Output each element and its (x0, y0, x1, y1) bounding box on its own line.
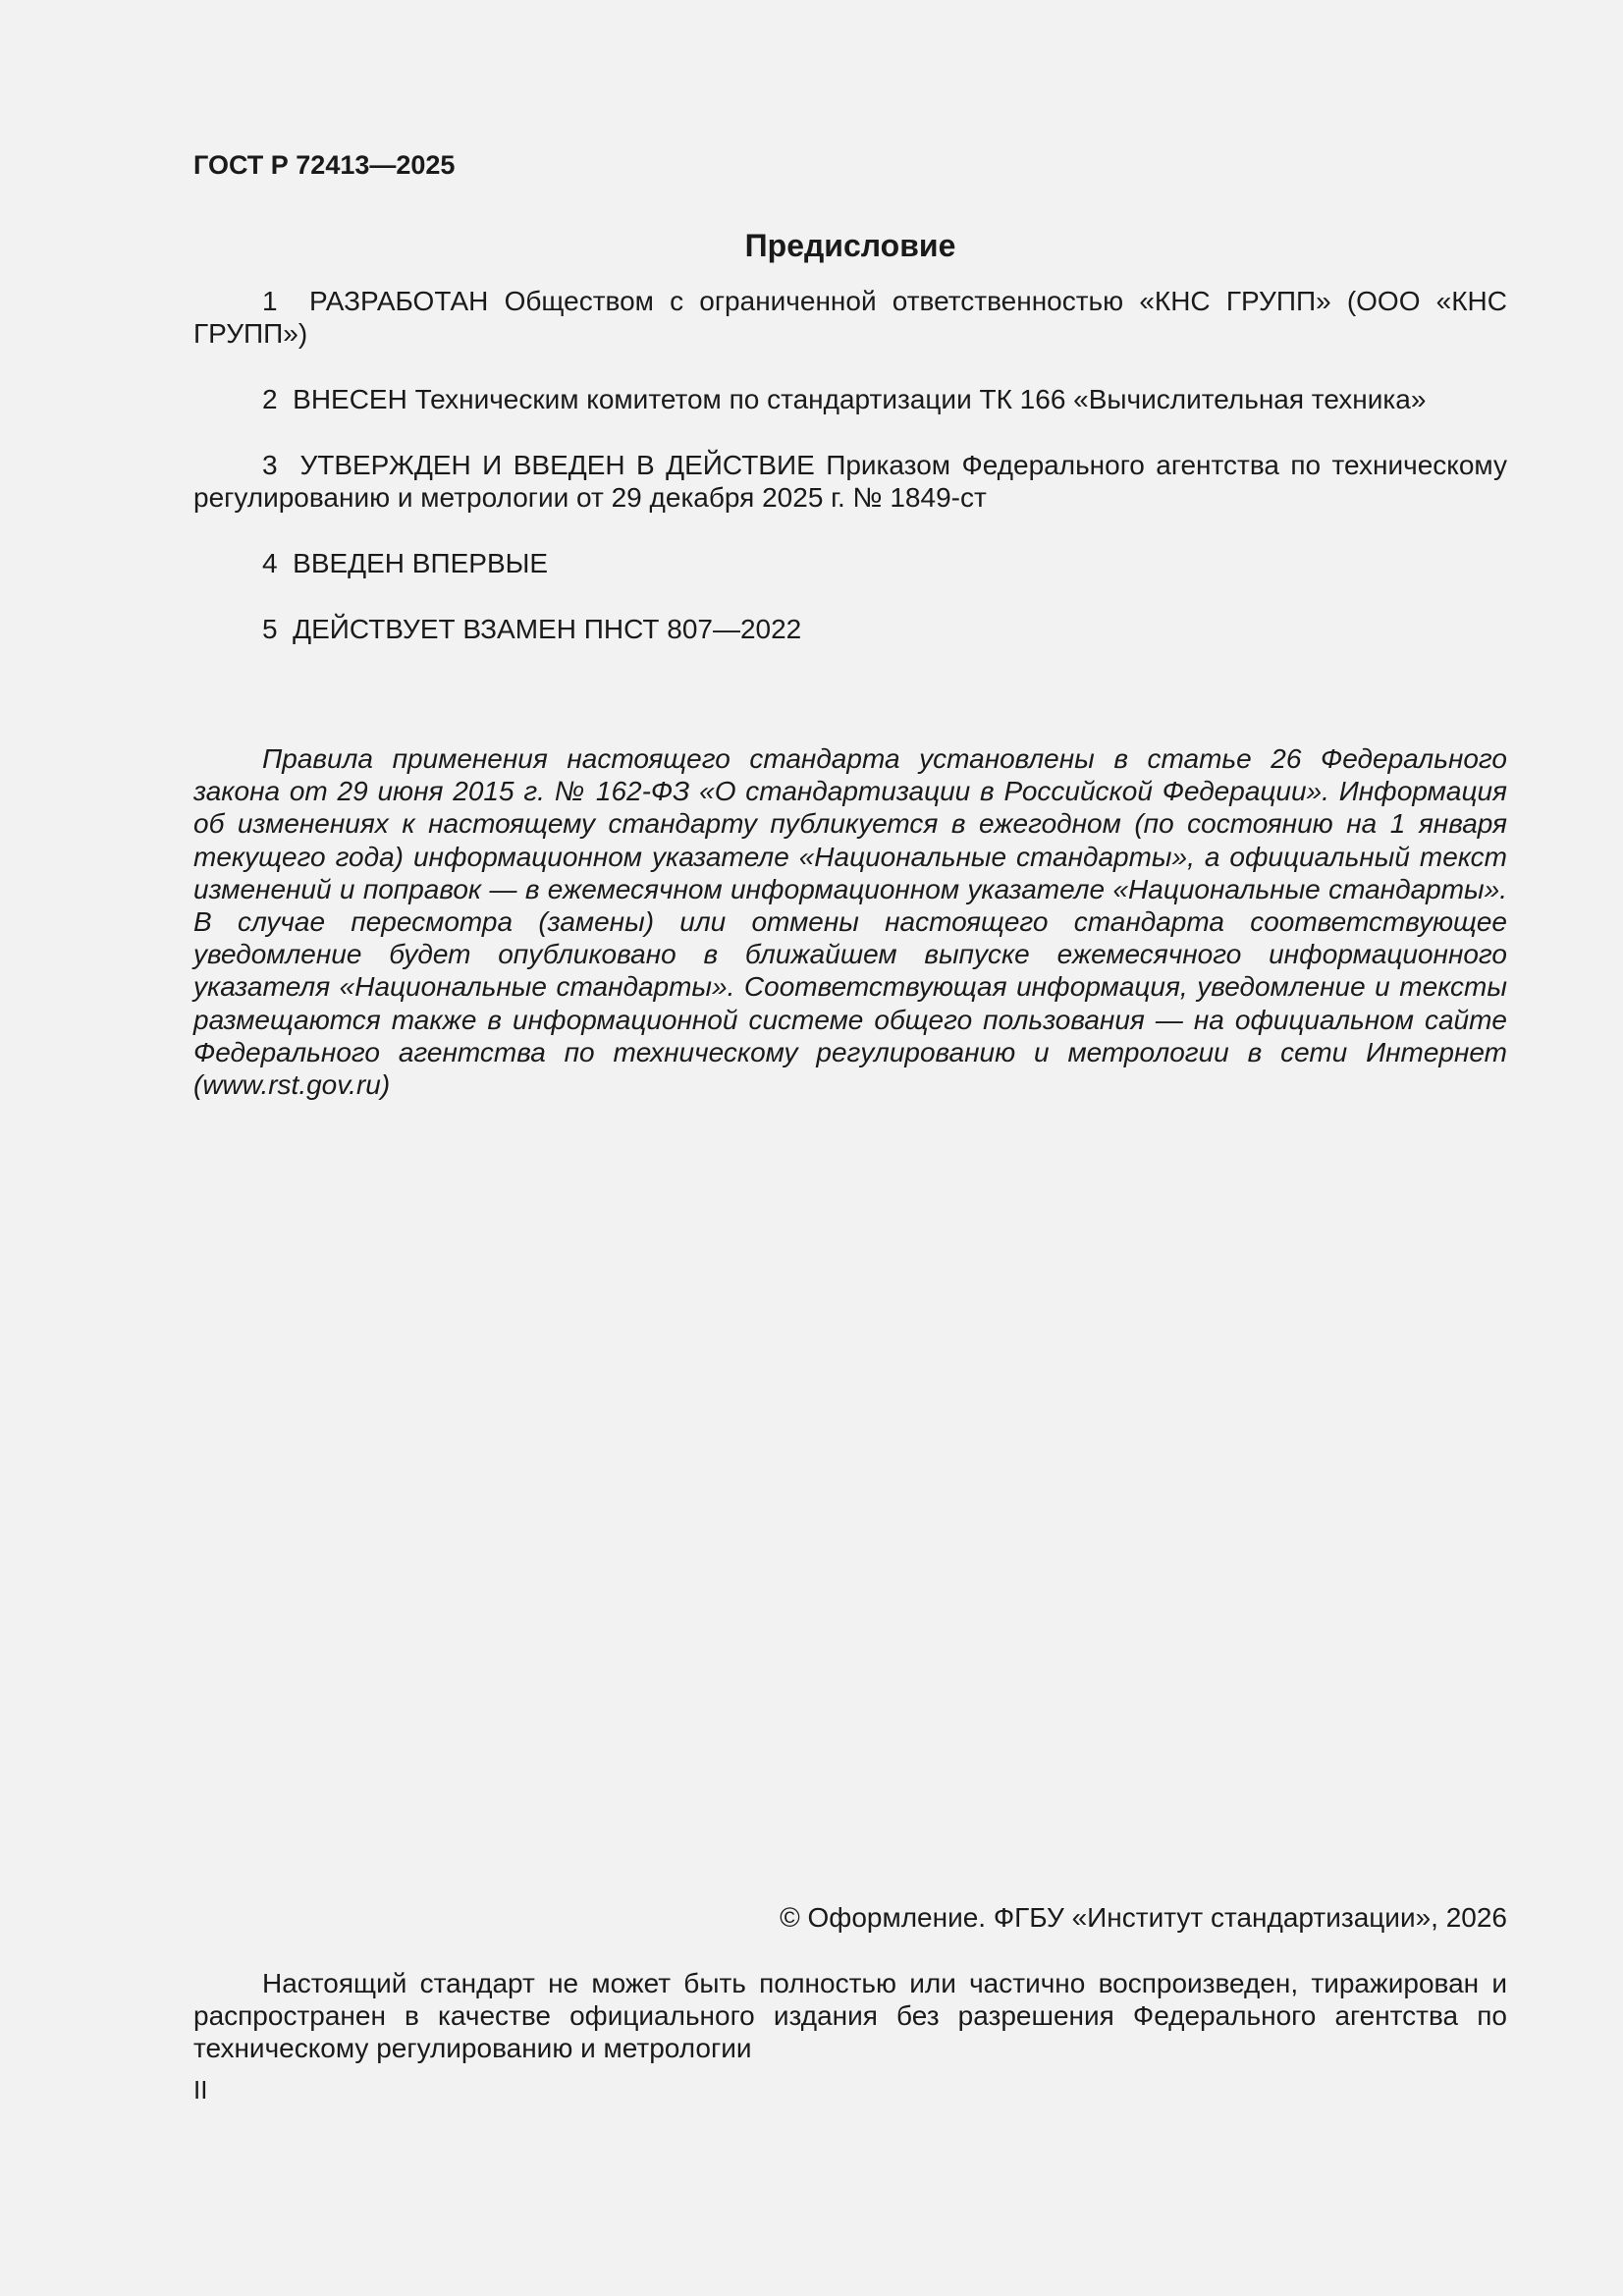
item-lead: УТВЕРЖДЕН И ВВЕДЕН В ДЕЙСТВИЕ (299, 450, 815, 480)
item-number: 1 (262, 286, 278, 316)
foreword-item-5 (193, 613, 1507, 645)
item-number: 4 (262, 548, 278, 578)
document-id: ГОСТ Р 72413—2025 (193, 150, 456, 180)
item-lead: РАЗРАБОТАН (308, 286, 489, 316)
item-lead: ВНЕСЕН (293, 384, 407, 414)
foreword-item-2 (193, 383, 1507, 415)
item-lead: ДЕЙСТВУЕТ ВЗАМЕН ПНСТ 807—2022 (293, 614, 802, 644)
item-text: Техническим комитетом по стандартизации ТК 166 «Вычислительная техника» (406, 384, 1427, 414)
reproduction-notice: Настоящий стандарт не может быть полностью или частично воспроизведен, тиражирован и распространен в качестве официального издания без разрешения Федерального агентства по техническому регулированию и метрологии (193, 1968, 1507, 2063)
page-number: II (193, 2075, 208, 2105)
foreword-item-4 (193, 547, 1507, 579)
foreword-item-3 (193, 449, 1507, 514)
item-lead: ВВЕДЕН ВПЕРВЫЕ (293, 548, 549, 578)
item-text: Обществом с ограниченной ответственностью «КНС ГРУПП» (ООО «КНС ГРУПП») (193, 286, 1507, 349)
page-title: Предисловие (744, 228, 956, 263)
item-number: 5 (262, 614, 278, 644)
copyright-line: © Оформление. ФГБУ «Институт стандартизации», 2026 (780, 1902, 1507, 1933)
item-text: Приказом Федерального агентства по техническому регулированию и метрологии от 29 декабря 2025 г. № 1849-ст (193, 450, 1507, 513)
foreword-item-1 (193, 285, 1507, 350)
item-number: 2 (262, 384, 278, 414)
application-rules-note: Правила применения настоящего стандарта установлены в статье 26 Федерального закона от 29 июня 2015 г. № 162-ФЗ «О стандартизации в Российской Федерации». Информация об изменениях к настоящему стандарту публикуется в ежегодном (по состоянию на 1 января текущего года) информационном указателе «Национальные стандарты», а официальный текст изменений и поправок — в ежемесячном информационном указателе «Национальные стандарты». В случае пересмотра (замены) или отмены настоящего стандарта соответствующее уведомление будет опубликовано в ближайшем выпуске ежемесячного информационного указателя «Национальные стандарты». Соответствующая информация, уведомление и тексты размещаются также в информационной системе общего пользования — на официальном сайте Федерального агентства по техническому регулированию и метрологии в сети Интернет (www.rst.gov.ru) (193, 743, 1507, 1101)
item-number: 3 (262, 450, 278, 480)
